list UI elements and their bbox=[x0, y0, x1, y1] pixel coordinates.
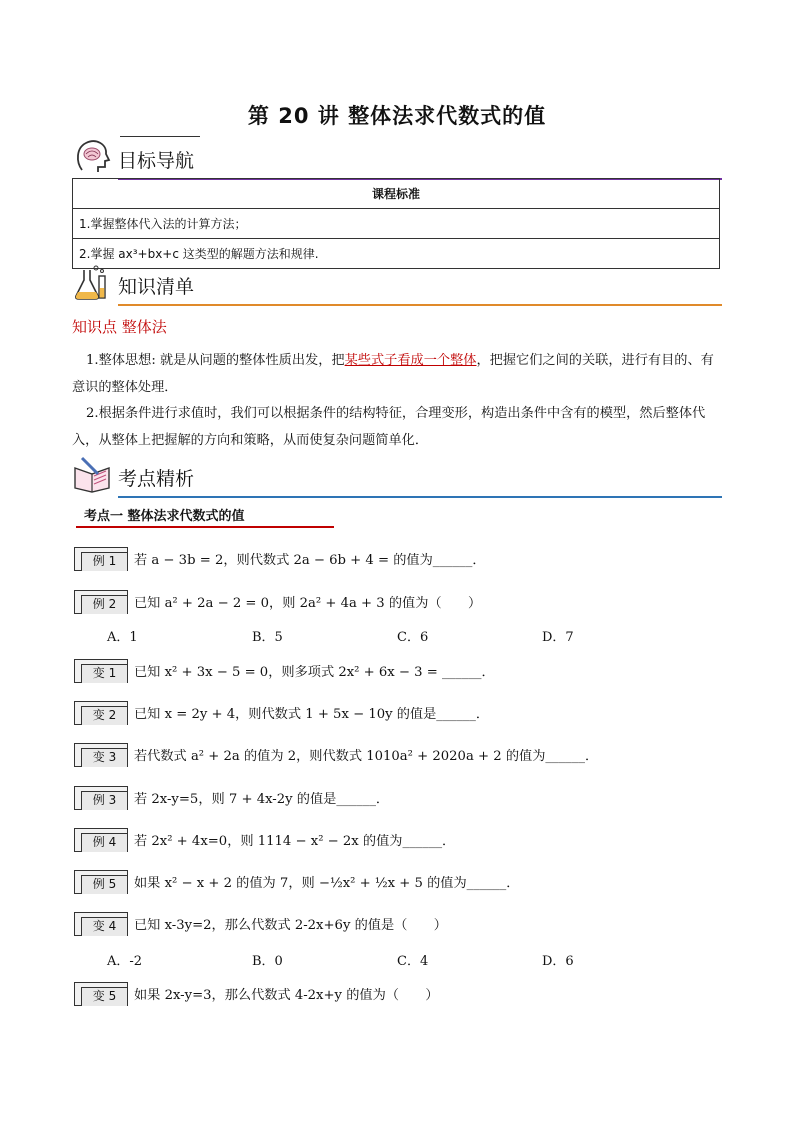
question-tag: 例 2 bbox=[74, 590, 128, 614]
option: B．5 bbox=[252, 630, 283, 645]
question-tag: 例 3 bbox=[74, 786, 128, 810]
knowledge-point-heading: 知识点 整体法 bbox=[72, 318, 167, 336]
question-text: 已知 x = 2y + 4，则代数式 1 + 5x − 10y 的值是______． bbox=[134, 707, 490, 722]
page-title: 第 20 讲 整体法求代数式的值 bbox=[247, 104, 547, 128]
exam-point-title: 考点一 整体法求代数式的值 bbox=[84, 509, 245, 524]
book-icon bbox=[72, 454, 112, 494]
section-title: 目标导航 bbox=[118, 150, 195, 172]
option: D．6 bbox=[542, 954, 574, 969]
paragraph-1: 1.整体思想: 就是从问题的整体性质出发，把某些式子看成一个整体，把握它们之间的关联，进行有目的、有意识的整体处理． bbox=[72, 353, 714, 395]
course-standard-table bbox=[72, 178, 720, 269]
question-tag: 变 2 bbox=[74, 701, 128, 725]
options-row bbox=[107, 950, 687, 969]
question-text: 若 2x² + 4x=0，则 1114 − x² − 2x 的值为______． bbox=[134, 834, 456, 849]
question-text: 已知 x² + 3x − 5 = 0，则多项式 2x² + 6x − 3 = ______． bbox=[134, 665, 495, 680]
options-row bbox=[107, 626, 687, 645]
table-row: 2.掌握 ax³+bx+c 这类型的解题方法和规律. bbox=[73, 239, 720, 269]
question-tag: 变 3 bbox=[74, 743, 128, 767]
option: A．-2 bbox=[107, 954, 143, 969]
question-tag: 变 1 bbox=[74, 659, 128, 683]
section-target-nav bbox=[72, 136, 722, 180]
divider bbox=[76, 526, 334, 528]
option: D．7 bbox=[542, 630, 574, 645]
option: C．4 bbox=[397, 954, 429, 969]
question-text: 已知 a² + 2a − 2 = 0，则 2a² + 4a + 3 的值为（ ） bbox=[134, 596, 482, 611]
question-tag: 例 5 bbox=[74, 870, 128, 894]
question-text: 若 2x-y=5，则 7 + 4x-2y 的值是______． bbox=[134, 792, 390, 807]
option: C．6 bbox=[397, 630, 429, 645]
brain-head-icon bbox=[72, 136, 112, 176]
section-exam-points bbox=[72, 454, 722, 498]
question-tag: 例 1 bbox=[74, 547, 128, 571]
question-text: 如果 x² − x + 2 的值为 7，则 −½x² + ½x + 5 的值为______． bbox=[134, 876, 520, 891]
question-text: 如果 2x-y=3，那么代数式 4-2x+y 的值为（ ） bbox=[134, 988, 439, 1003]
question-tag: 变 4 bbox=[74, 912, 128, 936]
option: A．1 bbox=[107, 630, 138, 645]
question-tag: 例 4 bbox=[74, 828, 128, 852]
section-title: 知识清单 bbox=[118, 276, 195, 298]
section-title: 考点精析 bbox=[118, 468, 195, 490]
flask-icon bbox=[72, 262, 112, 302]
table-header: 课程标准 bbox=[73, 179, 720, 209]
table-row: 1.掌握整体代入法的计算方法； bbox=[73, 209, 720, 239]
paragraph-2: 2.根据条件进行求值时，我们可以根据条件的结构特征，合理变形，构造出条件中含有的模型，然后整体代入，从整体上把握解的方向和策略，从而使复杂问题简单化． bbox=[72, 406, 706, 448]
question-text: 若 a − 3b = 2，则代数式 2a − 6b + 4 = 的值为______． bbox=[134, 553, 486, 568]
question-text: 已知 x-3y=2，那么代数式 2-2x+6y 的值是（ ） bbox=[134, 918, 447, 933]
question-tag: 变 5 bbox=[74, 982, 128, 1006]
option: B．0 bbox=[252, 954, 283, 969]
section-knowledge-list bbox=[72, 262, 722, 306]
question-text: 若代数式 a² + 2a 的值为 2，则代数式 1010a² + 2020a + 2 的值为______． bbox=[134, 749, 599, 764]
